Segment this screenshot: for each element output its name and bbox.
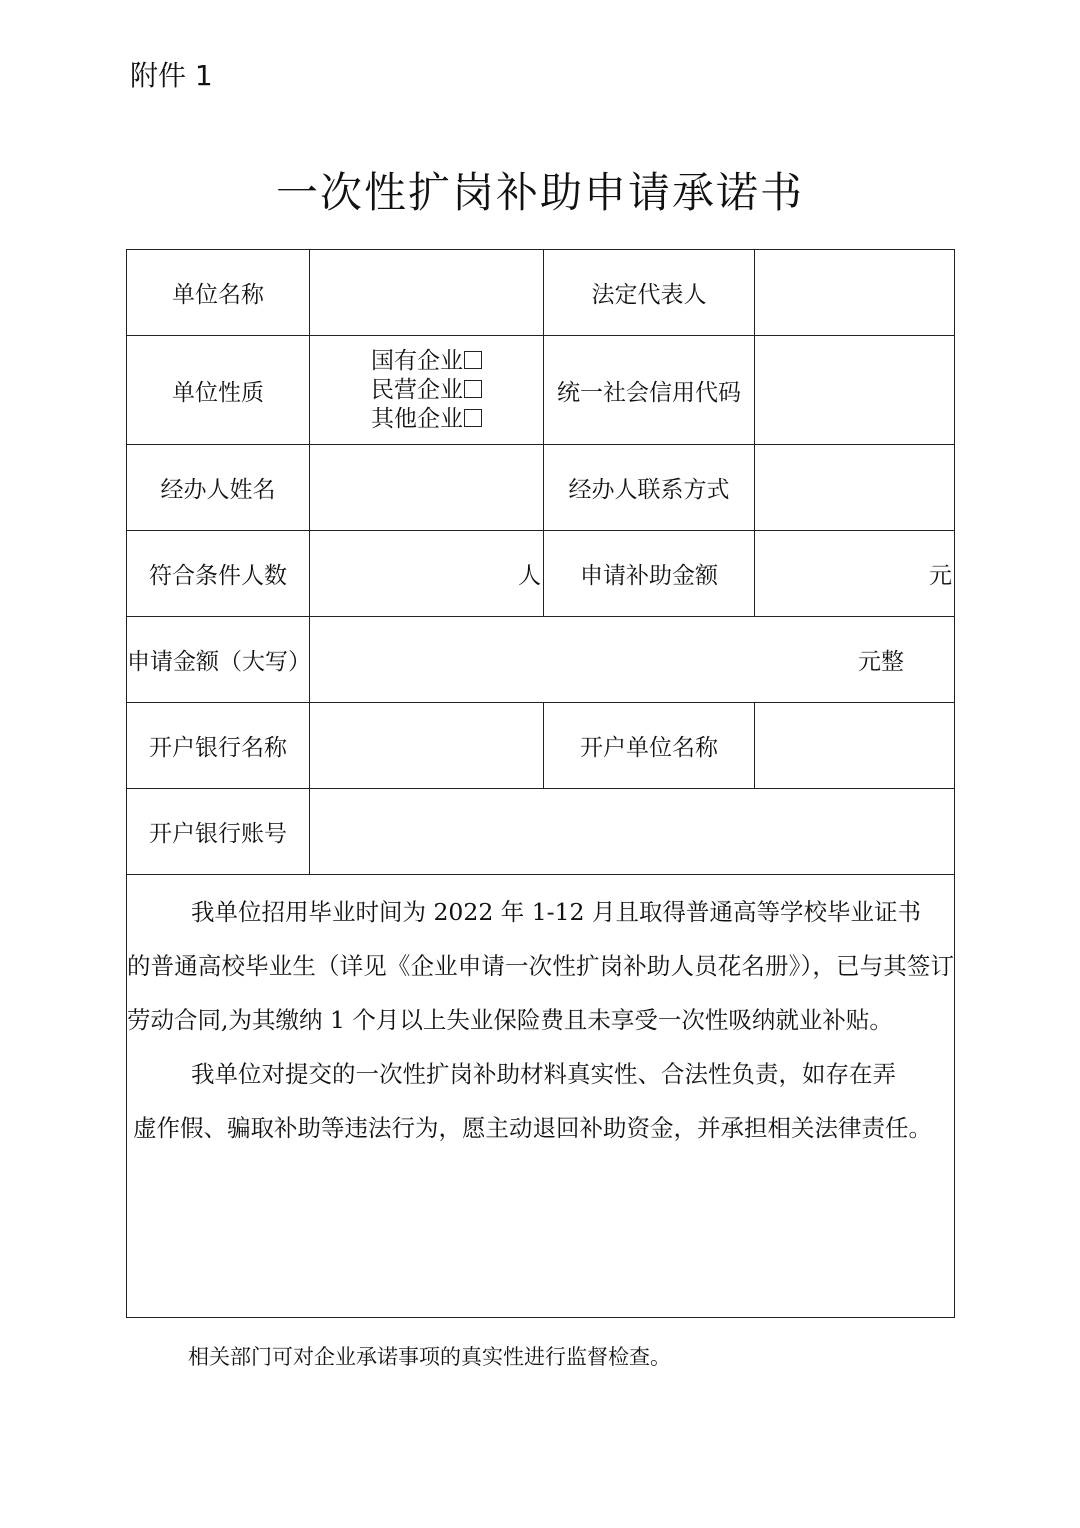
footnote: 相关部门可对企业承诺事项的真实性进行监督检查。 — [188, 1345, 671, 1369]
amount-upper-field[interactable] — [310, 617, 955, 703]
bank-name-field[interactable] — [310, 703, 544, 789]
amount-upper-label: 申请金额（大写） — [127, 617, 310, 703]
unit-name-field[interactable] — [310, 250, 544, 336]
attachment-label: 附件 1 — [130, 59, 213, 92]
handler-contact-field[interactable] — [755, 445, 955, 531]
bank-account-field[interactable] — [310, 789, 955, 875]
nature-option-other[interactable]: 其他企业 — [310, 405, 543, 434]
account-unit-field[interactable] — [755, 703, 955, 789]
pledge-paragraph-2-rest: 虚作假、骗取补助等违法行为，愿主动退回补助资金，并承担相关法律责任。 — [133, 1114, 932, 1142]
unit-nature-options — [310, 336, 544, 445]
pledge-paragraph-1-first-line: 我单位招用毕业时间为 2022 年 1-12 月且取得普通高等学校毕业证书 — [191, 898, 921, 926]
checkbox-icon[interactable] — [464, 351, 482, 369]
checkbox-icon[interactable] — [464, 380, 482, 398]
pledge-paragraph-2-first-line: 我单位对提交的一次性扩岗补助材料真实性、合法性负责，如存在弄 — [191, 1060, 896, 1088]
bank-name-label: 开户银行名称 — [127, 703, 310, 789]
account-unit-label: 开户单位名称 — [544, 703, 755, 789]
legal-rep-label: 法定代表人 — [544, 250, 755, 336]
pledge-statement — [127, 875, 955, 1318]
subsidy-amount-label: 申请补助金额 — [544, 531, 755, 617]
unit-nature-label: 单位性质 — [127, 336, 310, 445]
unit-name-label: 单位名称 — [127, 250, 310, 336]
application-form-table — [126, 249, 955, 1318]
checkbox-icon[interactable] — [464, 409, 482, 427]
eligible-count-label: 符合条件人数 — [127, 531, 310, 617]
nature-option-state-owned[interactable]: 国有企业 — [310, 347, 543, 376]
amount-upper-unit: 元整 — [858, 649, 904, 675]
handler-contact-label: 经办人联系方式 — [544, 445, 755, 531]
credit-code-field[interactable] — [755, 336, 955, 445]
subsidy-amount-unit: 元 — [929, 563, 952, 589]
nature-option-private[interactable]: 民营企业 — [310, 376, 543, 405]
handler-name-field[interactable] — [310, 445, 544, 531]
legal-rep-field[interactable] — [755, 250, 955, 336]
page-title: 一次性扩岗补助申请承诺书 — [275, 168, 804, 217]
eligible-count-field[interactable] — [310, 531, 544, 617]
subsidy-amount-field[interactable] — [755, 531, 955, 617]
handler-name-label: 经办人姓名 — [127, 445, 310, 531]
bank-account-label: 开户银行账号 — [127, 789, 310, 875]
eligible-count-unit: 人 — [518, 563, 541, 589]
credit-code-label: 统一社会信用代码 — [544, 336, 755, 445]
pledge-paragraph-1-rest: 的普通高校毕业生（详见《企业申请一次性扩岗补助人员花名册》），已与其签订劳动合同,为其缴纳 1 个月以上失业保险费且未享受一次性吸纳就业补贴。 — [127, 952, 954, 1034]
